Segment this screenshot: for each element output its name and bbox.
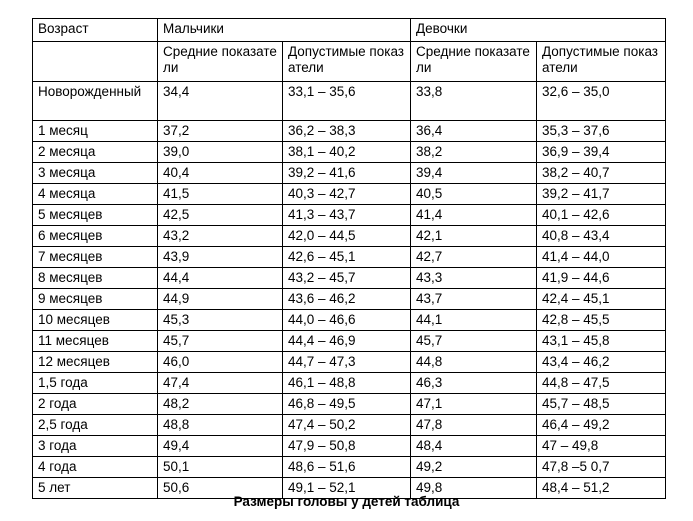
header-girls-acceptable: Допустимые показатели <box>537 42 666 82</box>
boys-acceptable-cell: 42,0 – 44,5 <box>283 226 411 247</box>
boys-average-cell: 45,7 <box>158 331 283 352</box>
girls-acceptable-cell: 47 – 49,8 <box>537 436 666 457</box>
header-row-metrics <box>33 42 666 82</box>
girls-average-cell: 48,4 <box>411 436 537 457</box>
boys-acceptable-cell: 49,1 – 52,1 <box>283 478 411 499</box>
table-row <box>33 373 666 394</box>
girls-average-cell: 49,2 <box>411 457 537 478</box>
boys-acceptable-cell: 43,6 – 46,2 <box>283 289 411 310</box>
boys-average-cell: 50,1 <box>158 457 283 478</box>
age-cell: 5 лет <box>33 478 158 499</box>
girls-average-cell: 33,8 <box>411 82 537 121</box>
header-girls-average: Средние показатели <box>411 42 537 82</box>
boys-acceptable-cell: 48,6 – 51,6 <box>283 457 411 478</box>
girls-average-cell: 44,8 <box>411 352 537 373</box>
boys-average-cell: 40,4 <box>158 163 283 184</box>
age-cell: 4 месяца <box>33 184 158 205</box>
boys-acceptable-cell: 39,2 – 41,6 <box>283 163 411 184</box>
age-cell: 4 года <box>33 457 158 478</box>
girls-average-cell: 38,2 <box>411 142 537 163</box>
girls-average-cell: 44,1 <box>411 310 537 331</box>
age-cell: 6 месяцев <box>33 226 158 247</box>
boys-acceptable-cell: 44,0 – 46,6 <box>283 310 411 331</box>
table-row <box>33 142 666 163</box>
age-cell: 7 месяцев <box>33 247 158 268</box>
header-boys: Мальчики <box>158 19 411 42</box>
boys-acceptable-cell: 41,3 – 43,7 <box>283 205 411 226</box>
boys-average-cell: 42,5 <box>158 205 283 226</box>
table-row <box>33 205 666 226</box>
age-cell: 2,5 года <box>33 415 158 436</box>
boys-average-cell: 45,3 <box>158 310 283 331</box>
girls-average-cell: 49,8 <box>411 478 537 499</box>
head-size-table <box>32 18 666 499</box>
girls-acceptable-cell: 38,2 – 40,7 <box>537 163 666 184</box>
header-age: Возраст <box>33 19 158 42</box>
age-cell: 2 года <box>33 394 158 415</box>
girls-acceptable-cell: 42,4 – 45,1 <box>537 289 666 310</box>
table-row <box>33 415 666 436</box>
header-boys-acceptable: Допустимые показатели <box>283 42 411 82</box>
girls-average-cell: 46,3 <box>411 373 537 394</box>
age-cell: 1,5 года <box>33 373 158 394</box>
boys-average-cell: 50,6 <box>158 478 283 499</box>
girls-acceptable-cell: 46,4 – 49,2 <box>537 415 666 436</box>
girls-acceptable-cell: 43,1 – 45,8 <box>537 331 666 352</box>
table-row <box>33 247 666 268</box>
table-row <box>33 121 666 142</box>
age-cell: 2 месяца <box>33 142 158 163</box>
boys-average-cell: 43,9 <box>158 247 283 268</box>
boys-acceptable-cell: 46,8 – 49,5 <box>283 394 411 415</box>
boys-acceptable-cell: 47,9 – 50,8 <box>283 436 411 457</box>
girls-average-cell: 41,4 <box>411 205 537 226</box>
boys-acceptable-cell: 46,1 – 48,8 <box>283 373 411 394</box>
boys-average-cell: 41,5 <box>158 184 283 205</box>
girls-acceptable-cell: 36,9 – 39,4 <box>537 142 666 163</box>
boys-acceptable-cell: 40,3 – 42,7 <box>283 184 411 205</box>
boys-average-cell: 34,4 <box>158 82 283 121</box>
girls-acceptable-cell: 41,4 – 44,0 <box>537 247 666 268</box>
header-boys-average: Средние показатели <box>158 42 283 82</box>
boys-average-cell: 39,0 <box>158 142 283 163</box>
table-row <box>33 436 666 457</box>
age-cell: 3 месяца <box>33 163 158 184</box>
boys-average-cell: 44,4 <box>158 268 283 289</box>
table-row <box>33 310 666 331</box>
age-cell: Новорожденный <box>33 82 158 121</box>
girls-average-cell: 43,7 <box>411 289 537 310</box>
boys-average-cell: 48,8 <box>158 415 283 436</box>
girls-acceptable-cell: 40,8 – 43,4 <box>537 226 666 247</box>
table-row <box>33 184 666 205</box>
girls-acceptable-cell: 40,1 – 42,6 <box>537 205 666 226</box>
boys-acceptable-cell: 44,7 – 47,3 <box>283 352 411 373</box>
age-cell: 11 месяцев <box>33 331 158 352</box>
table-row <box>33 394 666 415</box>
table-row <box>33 457 666 478</box>
table-row <box>33 289 666 310</box>
age-cell: 12 месяцев <box>33 352 158 373</box>
header-row-groups <box>33 19 666 42</box>
header-girls: Девочки <box>411 19 666 42</box>
boys-acceptable-cell: 36,2 – 38,3 <box>283 121 411 142</box>
age-cell: 3 года <box>33 436 158 457</box>
age-cell: 10 месяцев <box>33 310 158 331</box>
girls-average-cell: 45,7 <box>411 331 537 352</box>
boys-average-cell: 48,2 <box>158 394 283 415</box>
age-cell: 8 месяцев <box>33 268 158 289</box>
table-row <box>33 226 666 247</box>
boys-average-cell: 49,4 <box>158 436 283 457</box>
girls-acceptable-cell: 42,8 – 45,5 <box>537 310 666 331</box>
boys-acceptable-cell: 38,1 – 40,2 <box>283 142 411 163</box>
boys-average-cell: 43,2 <box>158 226 283 247</box>
age-cell: 9 месяцев <box>33 289 158 310</box>
boys-average-cell: 44,9 <box>158 289 283 310</box>
girls-acceptable-cell: 39,2 – 41,7 <box>537 184 666 205</box>
boys-acceptable-cell: 43,2 – 45,7 <box>283 268 411 289</box>
boys-average-cell: 46,0 <box>158 352 283 373</box>
table-row <box>33 268 666 289</box>
girls-average-cell: 39,4 <box>411 163 537 184</box>
girls-average-cell: 36,4 <box>411 121 537 142</box>
girls-average-cell: 43,3 <box>411 268 537 289</box>
boys-acceptable-cell: 33,1 – 35,6 <box>283 82 411 121</box>
boys-average-cell: 37,2 <box>158 121 283 142</box>
girls-acceptable-cell: 43,4 – 46,2 <box>537 352 666 373</box>
boys-acceptable-cell: 44,4 – 46,9 <box>283 331 411 352</box>
boys-acceptable-cell: 47,4 – 50,2 <box>283 415 411 436</box>
boys-average-cell: 47,4 <box>158 373 283 394</box>
girls-acceptable-cell: 44,8 – 47,5 <box>537 373 666 394</box>
table-row <box>33 331 666 352</box>
girls-average-cell: 42,1 <box>411 226 537 247</box>
girls-acceptable-cell: 35,3 – 37,6 <box>537 121 666 142</box>
table-row <box>33 82 666 121</box>
girls-average-cell: 47,1 <box>411 394 537 415</box>
girls-acceptable-cell: 47,8 –5 0,7 <box>537 457 666 478</box>
boys-acceptable-cell: 42,6 – 45,1 <box>283 247 411 268</box>
girls-acceptable-cell: 41,9 – 44,6 <box>537 268 666 289</box>
age-cell: 1 месяц <box>33 121 158 142</box>
girls-average-cell: 40,5 <box>411 184 537 205</box>
girls-acceptable-cell: 32,6 – 35,0 <box>537 82 666 121</box>
table-caption: Размеры головы у детей таблица <box>233 494 460 509</box>
age-cell: 5 месяцев <box>33 205 158 226</box>
girls-average-cell: 42,7 <box>411 247 537 268</box>
girls-acceptable-cell: 48,4 – 51,2 <box>537 478 666 499</box>
girls-acceptable-cell: 45,7 – 48,5 <box>537 394 666 415</box>
header-age-blank <box>33 42 158 82</box>
table-row <box>33 163 666 184</box>
girls-average-cell: 47,8 <box>411 415 537 436</box>
table-row <box>33 352 666 373</box>
